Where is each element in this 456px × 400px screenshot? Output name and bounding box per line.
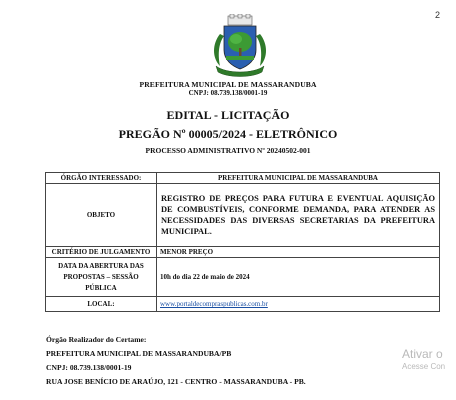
- edital-info-table: [45, 172, 440, 312]
- footer-address: RUA JOSE BENÍCIO DE ARAÚJO, 121 - CENTRO - MASSARANDUBA - PB.: [46, 377, 306, 386]
- org-cnpj: CNPJ: 08.739.138/0001-19: [188, 89, 268, 97]
- data-abertura-label: DATA DA ABERTURA DAS PROPOSTAS – SESSÃO PÚBLICA: [46, 258, 157, 297]
- watermark-line2: Acesse Con: [402, 362, 446, 371]
- data-abertura-value: 10h do dia 22 de maio de 2024: [157, 258, 440, 297]
- criterio-label: CRITÉRIO DE JULGAMENTO: [46, 247, 157, 258]
- local-label: LOCAL:: [46, 297, 157, 312]
- org-name: PREFEITURA MUNICIPAL DE MASSARANDUBA: [139, 80, 317, 89]
- portal-link[interactable]: www.portaldecompraspublicas.com.br: [160, 300, 268, 308]
- table-row: [46, 247, 440, 258]
- objeto-label: OBJETO: [46, 184, 157, 247]
- local-cell: [157, 297, 440, 312]
- table-row: [46, 258, 440, 297]
- watermark-line1: Ativar o: [402, 347, 443, 361]
- footer-block: [46, 333, 306, 389]
- footer-org: PREFEITURA MUNICIPAL DE MASSARANDUBA/PB: [46, 349, 232, 358]
- table-row: [46, 297, 440, 312]
- footer-heading: Órgão Realizador do Certame:: [46, 335, 147, 344]
- footer-cnpj: CNPJ: 08.739.138/0001-19: [46, 363, 132, 372]
- orgao-value: PREFEITURA MUNICIPAL DE MASSARANDUBA: [157, 173, 440, 184]
- pregao-title: PREGÃO Nº 00005/2024 - ELETRÔNICO: [118, 127, 338, 141]
- page-number: 2: [434, 10, 440, 20]
- objeto-value: REGISTRO DE PREÇOS PARA FUTURA E EVENTUAL AQUISIÇÃO DE COMBUSTÍVEIS, CONFORME DEMANDA, PARA ATENDER AS NECESSIDADES DAS DIVERSAS SECRETARIAS DA PREFEITURA MUNICIPAL.: [157, 184, 440, 247]
- windows-activation-watermark: [402, 347, 445, 373]
- orgao-label: ÓRGÃO INTERESSADO:: [46, 173, 157, 184]
- table-row: [46, 184, 440, 247]
- municipal-crest-logo: [206, 14, 274, 78]
- table-row: [46, 173, 440, 184]
- edital-title: EDITAL - LICITAÇÃO: [166, 108, 290, 122]
- processo-title: PROCESSO ADMINISTRATIVO Nº 20240502-001: [145, 146, 311, 155]
- criterio-value: MENOR PREÇO: [157, 247, 440, 258]
- header-block: [0, 80, 456, 98]
